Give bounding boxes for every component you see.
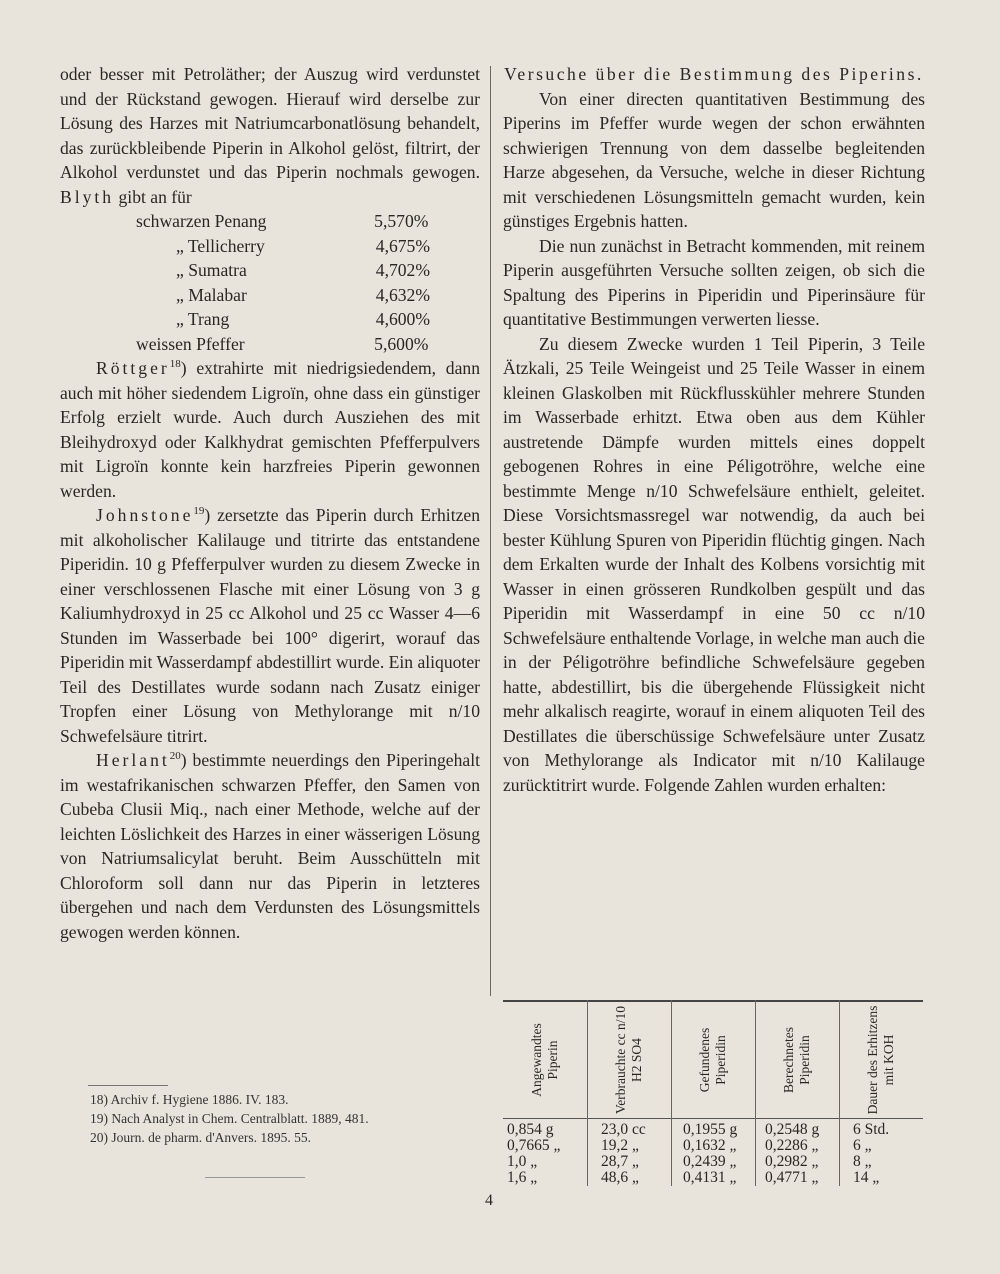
list-item: „ Tellicherry 4,675% <box>176 235 431 256</box>
decorative-rule <box>205 1177 305 1178</box>
footnote-ref: 19 <box>193 505 205 518</box>
list-item: „ Malabar 4,632% <box>176 284 431 305</box>
list-item: „ Trang 4,600% <box>176 309 431 329</box>
paragraph-johnstone: Johnstone$^{19}$) zersetzte das Piperin durch Erhitzen mit alkoholischer Kalilauge und titrirte das entstandene Piperidin. 10 g Pfefferpulver wurden zu diesem Zwecke in einer verschlossenen Flasche mit einer Lösung von 3 g Kaliumhydroxyd in 25 cc Alkohol und 25 cc Wasser 4—6 Stunden im Wasserbade bei 100° digerirt, worauf das Piperidin mit Wasserdampf abdestillirt wurde. Ein aliquoter Teil des Destillates wurde sodann nach Zusatz einiger Tropfen einer Lösung von Methylorange mit n/10 Schwefelsäure titrirt. <box>60 505 480 746</box>
table-header: Angewandtes Piperin <box>529 1023 560 1097</box>
author-roettger: Röttger <box>96 358 170 378</box>
footnote-ref: 20 <box>169 750 181 763</box>
page-number: 4 <box>485 1192 493 1209</box>
author-blyth: Blyth <box>60 186 115 207</box>
paragraph: Von einer directen quantitativen Bestimmung des Piperins im Pfeffer wurde wegen der schon erwähnten schwierigen Trennung von dem dasselbe begleitenden Harze abgesehen, da Versuche, welche in dieser Richtung mit verschiedenen Lösungsmitteln gemacht wurden, kein günstiges Ergebnis hatten. <box>503 88 925 231</box>
footnote: 18) Archiv f. Hygiene 1886. IV. 183. <box>90 1092 289 1107</box>
right-column <box>503 62 925 797</box>
paragraph: Die nun zunächst in Betracht kommenden, mit reinem Piperin ausgeführten Versuche sollten zeigen, ob sich die Spaltung des Piperins in Piperidin und Piperinsäure für quantitative Bestimmungen verwerten liesse. <box>503 235 925 329</box>
table-header: Gefundenes Piperidin <box>697 1027 728 1093</box>
left-column <box>60 62 480 944</box>
table-header: Dauer des Erhitzens mit KOH <box>865 1005 896 1115</box>
pepper-list <box>136 209 480 356</box>
footnotes <box>90 1090 369 1147</box>
footnote: 19) Nach Analyst in Chem. Centralblatt. 1889, 481. <box>90 1111 369 1126</box>
paragraph-petrolaether <box>60 62 480 209</box>
paragraph-herlant: Herlant$^{20}$) bestimmte neuerdings den Piperingehalt im westafrikanischen schwarzen Pfeffer, den Samen von Cubeba Clusii Miq., nach einer Methode, welche auf der leichten Löslichkeit des Harzes in einer wässerigen Lösung von Natriumsalicylat beruht. Beim Ausschütteln mit Chloroform soll dann nur das Piperin in letzteres übergehen und nach dem Verdunsten des Lösungsmittels gewogen werden können. <box>60 750 480 942</box>
blyth-tail: gibt an für <box>114 186 192 207</box>
para-text: oder besser mit Petroläther; der Auszug wird verdunstet und der Rückstand gewogen. Hierauf wird derselbe zur Lösung des Harzes mit Natriumcarbonatlösung behandelt, das zurückbleibende Piperin in Alkohol gelöst, filtrirt, der Alkohol verdunstet und das Piperin nochmals gewogen. <box>60 64 480 182</box>
list-item: schwarzen Penang 5,570% <box>136 211 429 231</box>
section-heading: Versuche über die Bestimmung des Piperins. <box>504 64 924 84</box>
author-johnstone: Johnstone <box>96 505 194 525</box>
footnote-ref: 18 <box>169 358 181 371</box>
paragraph: Zu diesem Zwecke wurden 1 Teil Piperin, 3 Teile Ätzkali, 25 Teile Weingeist und 25 Teile Wasser in einem kleinen Glaskolben mit Rückflusskühler mehrere Stunden im Wasserbade erhitzt. Etwa oben aus dem Kühler austretende Dämpfe wurden mittels eines doppelt gebogenen Rohres in eine Péligotröhre, welche eine bestimmte Menge n/10 Schwefelsäure enthielt, geleitet. Diese Vorsichtsmassregel war notwendig, da auch bei bester Kühlung Spuren von Piperidin flüchtig gingen. Nach dem Erkalten wurde der Inhalt des Kolbens vorsichtig mit Wasser in einen grösseren Rundkolben gespült und das Piperidin mit Wasserdampf in eine 50 cc n/10 Schwefelsäure enthaltende Vorlage, in welche man auch die in der Péligotröhre befindliche Schwefelsäure gegeben hatte, abdestillirt, bis die übergehende Flüssigkeit nicht mehr alkalisch reagirte, worauf in einem aliquoten Teil des Destillates die überschüssige Schwefelsäure unter Zusatz von Methylorange als Indicator mit n/10 Kalilauge zurücktitrirt wurde. Folgende Zahlen wurden erhalten: <box>503 333 925 795</box>
table-header: Verbrauchte cc n/10 H2 SO4 <box>613 1006 644 1114</box>
table-header: Berechnetes Piperidin <box>781 1027 812 1093</box>
table-top-rule <box>503 1000 923 1002</box>
list-item: „ Sumatra 4,702% <box>176 260 431 280</box>
column-divider <box>490 66 491 996</box>
paragraph-roettger: Röttger$^{18}$) extrahirte mit niedrigsiedendem, dann auch mit höher siedendem Ligroïn, ohne dass ein günstiger Erfolg erzielt wurde. Auch durch Ausziehen des mit Bleihydroxyd oder Kalkhydrat gemischten Pfefferpulvers mit Ligroïn konnte kein harzfreies Piperin gewonnen werden. <box>60 358 480 501</box>
author-herlant: Herlant <box>96 750 170 770</box>
table-header-rule <box>503 1118 923 1119</box>
footnote: 20) Journ. de pharm. d'Anvers. 1895. 55. <box>90 1130 312 1145</box>
list-item: weissen Pfeffer 5,600% <box>136 333 429 354</box>
footnote-rule <box>88 1085 168 1086</box>
